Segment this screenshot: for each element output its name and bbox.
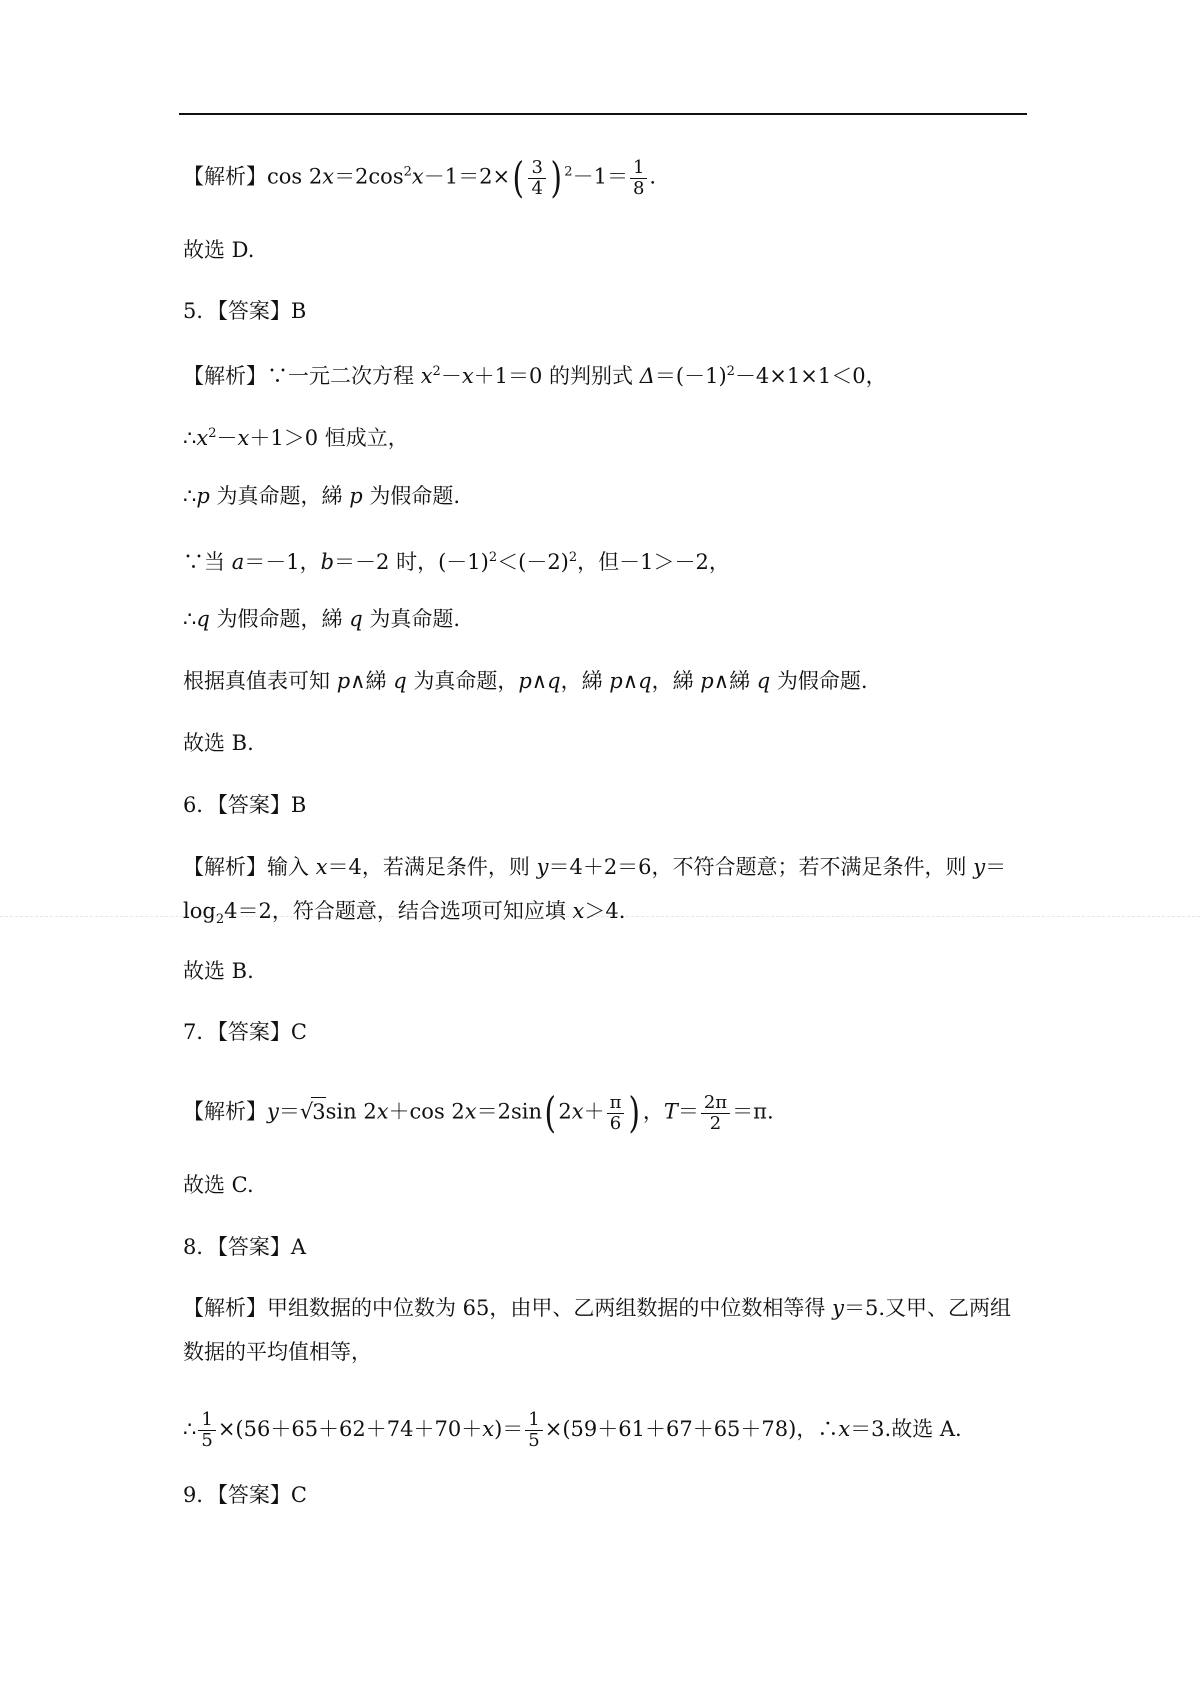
var: x [411,164,424,189]
denominator: 4 [531,177,543,199]
text: 输入 [267,855,316,879]
text: ∴ [183,484,197,508]
answer-tag: 【答案】 [217,1235,291,1259]
text: )＝ [494,1417,524,1441]
var: p [609,669,623,693]
answer-5 [183,297,306,325]
var: q [547,669,561,693]
var: a [231,550,245,574]
conclusion-line: 故选 D. [183,238,255,262]
var: q [756,669,771,693]
numerator: 2π [701,1093,730,1114]
text: 为真命题，綈 [209,484,350,508]
answer-value: C [290,1020,307,1044]
answer-tag: 【答案】 [217,1020,291,1044]
numerator: 1 [198,1410,215,1431]
analysis-line [183,482,460,510]
analysis-line-7 [183,1088,774,1137]
text: ， [642,1099,664,1124]
var: x [461,364,474,388]
text: ＝√ [278,1099,314,1124]
analysis-line [183,605,460,633]
text: ＝π. [732,1099,774,1124]
var: Δ [639,364,655,388]
header-rule [179,113,1027,115]
text: ，綈 [560,669,610,693]
answer-tag: 【答案】 [217,299,291,323]
numerator: 3 [528,158,545,179]
text: ＋ [583,1099,605,1124]
text: ∧ [531,669,548,693]
text: ∧ [622,669,639,693]
text: ×(59＋61＋67＋65＋78)，∴ [544,1417,839,1441]
fraction [607,1093,625,1134]
denominator: 6 [609,1112,622,1134]
var: x [571,1099,584,1124]
text: ＋cos 2 [388,1099,465,1124]
var: p [700,669,714,693]
analysis-tag: 【解析】 [183,1296,267,1320]
numerator: 1 [525,1410,542,1431]
var: x [196,426,209,450]
sup: 2 [564,164,573,180]
answer-9 [183,1481,307,1509]
var: p [349,484,363,508]
var: q [196,607,210,631]
text: ＝4，若满足条件，则 [327,855,537,879]
sup: 2 [403,164,412,180]
question-number: 6． [183,793,218,817]
sqrt-radicand: 3 [311,1097,325,1126]
text: 为假命题，綈 [209,607,350,631]
text: － [216,426,238,450]
fraction [525,1410,542,1451]
denominator: 8 [632,177,645,199]
text: ×(56＋65＋62＋74＋70＋ [217,1417,483,1441]
analysis-line [183,544,730,576]
var: x [376,1099,389,1124]
text: 为真命题. [362,607,460,631]
var: x [838,1417,851,1441]
question-number: 8． [183,1235,218,1259]
analysis-line-6 [183,853,1006,881]
analysis-tag: 【解析】 [183,1099,267,1124]
analysis-line [183,420,409,452]
text: ＝3.故选 A. [850,1417,962,1441]
answer-6 [183,791,306,819]
analysis-line [183,897,625,934]
sup: 2 [726,364,735,379]
text: ∵当 [183,550,232,574]
text: ，綈 [651,669,701,693]
question-number: 9． [183,1483,218,1507]
var: x [237,426,250,450]
text: cos 2 [267,164,323,189]
var: p [196,484,210,508]
var: x [315,855,328,879]
var: x [420,364,433,388]
numerator: 1 [630,158,647,179]
text: 为假命题. [362,484,460,508]
text: － [440,364,462,388]
var: y [536,855,549,879]
sup: 2 [208,426,217,441]
answer-tag: 【答案】 [217,793,291,817]
text: ＋1＞0 恒成立， [249,426,409,450]
text: ，但－1＞－2， [577,550,730,574]
text: ＝2sin [476,1099,542,1124]
text: ＝ [677,1099,699,1124]
var: q [393,669,407,693]
conclusion-line: 故选 B. [183,959,254,983]
var: x [572,899,585,923]
denominator: 5 [201,1430,213,1451]
analysis-line-5 [183,358,887,390]
var: p [518,669,532,693]
text: ＝－2 时，(－1) [334,550,489,574]
text: ∧綈 [350,669,394,693]
var: y [832,1296,844,1320]
text: ＋1＝0 的判别式 [473,364,640,388]
fraction [630,158,647,199]
var: x [464,1099,477,1124]
question-number: 5． [183,299,218,323]
text: ＜(－2) [497,550,569,574]
answer-8 [183,1233,306,1261]
analysis-tag: 【解析】 [183,164,267,189]
paren: ) [550,153,562,202]
answer-tag: 【答案】 [217,1483,291,1507]
text: ∴ [183,426,197,450]
analysis-line [183,1410,962,1451]
var: y [267,1099,279,1124]
analysis-line-8 [183,1294,1011,1322]
text: log [183,899,216,923]
var: x [322,164,335,189]
text: ∴ [183,1417,197,1441]
analysis-tag: 【解析】 [183,364,267,388]
fraction [198,1410,215,1451]
text: －4×1×1＜0， [734,364,887,388]
text: sin 2 [325,1099,377,1124]
paren: ( [544,1088,556,1137]
text: . [649,164,657,189]
sup: 2 [568,550,578,565]
answer-value: B [290,299,307,323]
question-number: 7． [183,1020,218,1044]
paren: ( [512,153,524,202]
analysis-line: 数据的平均值相等， [183,1340,372,1364]
text: ＝2cos [334,164,404,189]
answer-7 [183,1018,307,1046]
var: q [349,607,363,631]
text: 为假命题. [770,669,868,693]
answer-value: C [290,1483,307,1507]
paren: ) [628,1088,641,1137]
text: ＝－1， [244,550,321,574]
denominator: 5 [528,1430,540,1451]
var: y [973,855,986,879]
text: 根据真值表可知 [183,669,337,693]
text: ＝5.又甲、乙两组 [843,1296,1011,1320]
var: p [336,669,351,693]
var: T [663,1099,678,1124]
var: b [320,550,335,574]
analysis-line [183,667,868,695]
text: －1＝ [572,164,628,189]
fraction [528,158,545,199]
text: ∵一元二次方程 [267,364,421,388]
answer-value: A [290,1235,307,1259]
conclusion-line: 故选 B. [183,731,254,755]
text: ＝4＋2＝6，不符合题意；若不满足条件，则 [548,855,974,879]
var: x [482,1417,495,1441]
numerator: π [607,1093,625,1114]
text: ∧綈 [713,669,757,693]
answer-value: B [290,793,307,817]
text: ＝ [985,855,1007,879]
text: ＝(－1) [654,364,727,388]
text: ＞4. [584,899,626,923]
text: 2 [558,1099,572,1124]
conclusion-line: 故选 C. [183,1173,254,1197]
denominator: 2 [709,1112,722,1134]
text: ∴ [183,607,197,631]
text: 为真命题， [406,669,519,693]
text: 甲组数据的中位数为 65，由甲、乙两组数据的中位数相等得 [267,1296,833,1320]
sup: 2 [432,364,441,379]
text: 4＝2，符合题意，结合选项可知应填 [224,899,573,923]
var: q [638,669,652,693]
sub: 2 [215,912,225,928]
analysis-line-4 [183,153,657,202]
fraction [701,1093,730,1134]
sup: 2 [488,550,498,565]
analysis-tag: 【解析】 [183,855,267,879]
text: －1＝2× [423,164,511,189]
